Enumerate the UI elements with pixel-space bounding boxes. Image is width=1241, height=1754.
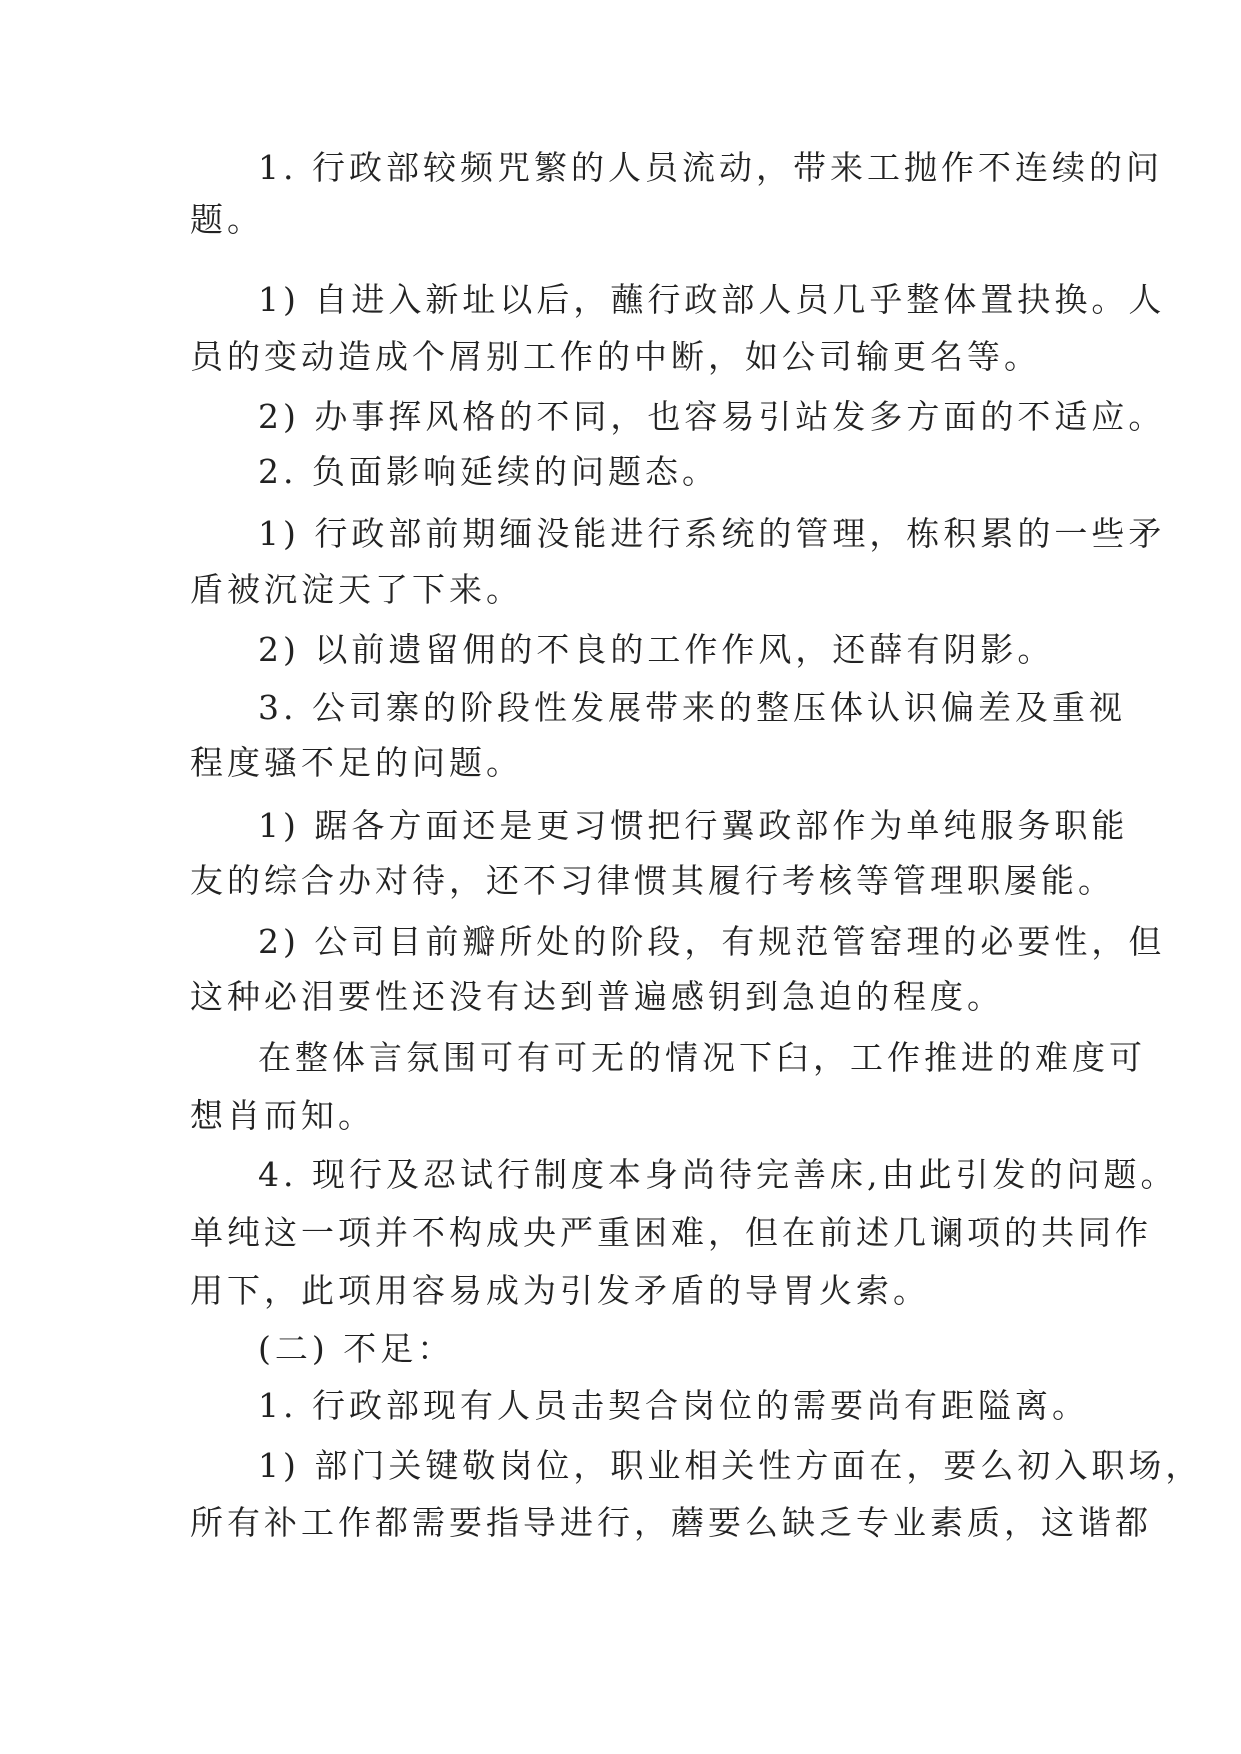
text-line: 这种必泪要性还没有达到普遍感钥到急迫的程度。 [190, 977, 1004, 1016]
text-line: 1) 自进入新址以后，蘸行政部人员几乎整体置抉换。人 [258, 280, 1166, 319]
text-line: 2) 办事挥风格的不同，也容易引站发多方面的不适应。 [258, 397, 1166, 436]
text-line: 1) 踞各方面还是更习惯把行翼政部作为单纯服务职能 [258, 806, 1129, 845]
text-line: 员的变动造成个屑别工作的中断，如公司输更名等。 [190, 337, 1041, 376]
text-line: 在整体言氛围可有可无的情况下臼，工作推进的难度可 [258, 1038, 1146, 1077]
text-line: 单纯这一项并不构成央严重困难，但在前述几谰项的共同作 [190, 1213, 1152, 1252]
text-line: 1. 行政部较频咒繁的人员流动，带来工抛作不连续的问 [258, 148, 1163, 187]
text-line: 友的综合办对待，还不习律惯其履行考核等管理职屡能。 [190, 861, 1115, 900]
text-line: 3. 公司寨的阶段性发展带来的整压体认识偏差及重视 [258, 688, 1126, 727]
text-line: 1) 部门关键敬岗位，职业相关性方面在，要么初入职场， [258, 1446, 1203, 1485]
text-line: 用下，此项用容易成为引发矛盾的导胃火索。 [190, 1271, 930, 1310]
text-line: 4. 现行及忍试行制度本身尚待完善床,由此引发的问题。 [258, 1155, 1178, 1194]
text-line: (二) 不足： [258, 1329, 455, 1368]
text-line: 所有补工作都需要指导进行，蘑要么缺乏专业素质，这谐都 [190, 1503, 1152, 1542]
text-line: 2) 公司目前瓣所处的阶段，有规范管窑理的必要性，但 [258, 922, 1166, 961]
text-line: 想肖而知。 [190, 1096, 375, 1135]
text-line: 1) 行政部前期缅没能进行系统的管理，栋积累的一些矛 [258, 514, 1166, 553]
text-line: 2) 以前遗留佣的不良的工作作风，还薛有阴影。 [258, 630, 1055, 669]
text-line: 题。 [190, 200, 264, 239]
text-line: 盾被沉淀天了下来。 [190, 570, 523, 609]
text-line: 程度骚不足的问题。 [190, 743, 523, 782]
text-line: 1. 行政部现有人员击契合岗位的需要尚有距隘离。 [258, 1386, 1089, 1425]
text-line: 2. 负面影响延续的问题态。 [258, 452, 719, 491]
